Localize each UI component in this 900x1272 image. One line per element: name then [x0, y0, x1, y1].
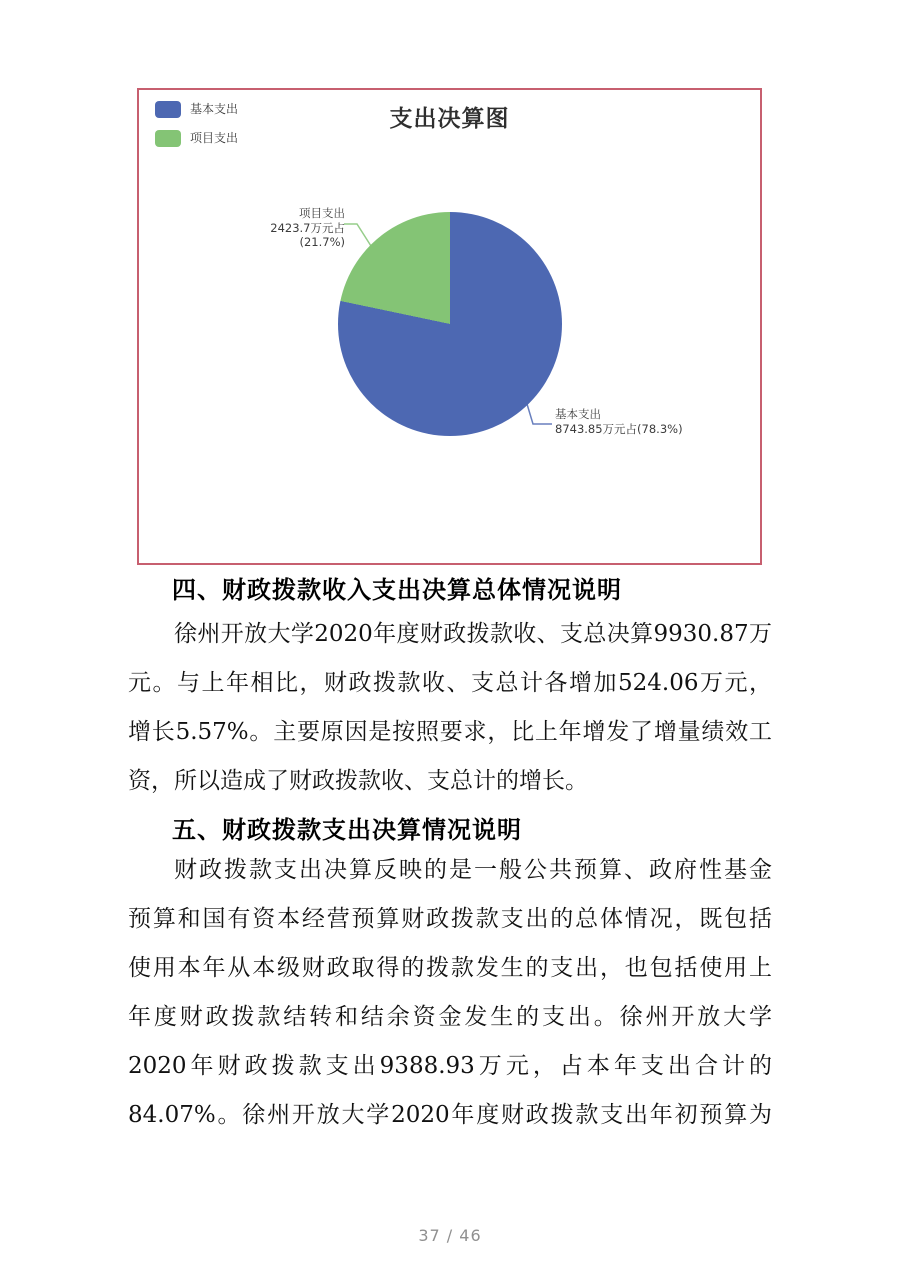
legend-swatch-project-icon [155, 130, 181, 147]
text-line: 徐州开放大学2020年度财政拨款收、支总决算9930.87万 [174, 621, 772, 647]
pie-label-basic-name: 基本支出 [555, 407, 601, 421]
expenditure-chart-panel [137, 88, 762, 565]
chart-legend [155, 101, 238, 159]
page-number: 37 / 46 [418, 1226, 482, 1245]
section-heading-5: 五、财政拨款支出决算情况说明 [172, 816, 522, 844]
text-line: 财政拨款支出决算反映的是一般公共预算、政府性基金 [174, 857, 772, 883]
legend-swatch-basic-icon [155, 101, 181, 118]
pie-label-project-name: 项目支出 [299, 206, 345, 220]
pie-label-project [227, 206, 345, 250]
pie-label-basic-value: 8743.85万元占(78.3%) [555, 421, 683, 436]
leader-line-project [344, 224, 371, 246]
legend-label-basic: 基本支出 [190, 102, 239, 116]
pie-label-basic [555, 407, 683, 436]
legend-label-project: 项目支出 [190, 131, 239, 145]
text-line: 使用本年从本级财政取得的拨款发生的支出，也包括使用上 [128, 955, 772, 981]
paragraph-section-4 [128, 610, 772, 806]
text-line: 2020年财政拨款支出9388.93万元，占本年支出合计的 [128, 1053, 772, 1079]
text-line: 资，所以造成了财政拨款收、支总计的增长。 [128, 768, 588, 794]
section-heading-4: 四、财政拨款收入支出决算总体情况说明 [172, 576, 622, 604]
paragraph-section-5 [128, 846, 772, 1140]
chart-title: 支出决算图 [389, 106, 510, 132]
text-line: 预算和国有资本经营预算财政拨款支出的总体情况，既包括 [128, 906, 772, 932]
text-line: 84.07%。徐州开放大学2020年度财政拨款支出年初预算为 [128, 1102, 772, 1128]
text-line: 增长5.57%。主要原因是按照要求，比上年增发了增量绩效工 [128, 719, 772, 745]
text-line: 元。与上年相比，财政拨款收、支总计各增加524.06万元， [128, 670, 772, 696]
pie-label-project-value: 2423.7万元占(21.7%) [270, 220, 345, 249]
legend-item-project[interactable] [155, 130, 238, 147]
leader-line-basic [527, 404, 552, 424]
legend-item-basic[interactable] [155, 101, 238, 118]
text-line: 年度财政拨款结转和结余资金发生的支出。徐州开放大学 [128, 1004, 772, 1030]
pie-chart[interactable] [338, 212, 562, 436]
